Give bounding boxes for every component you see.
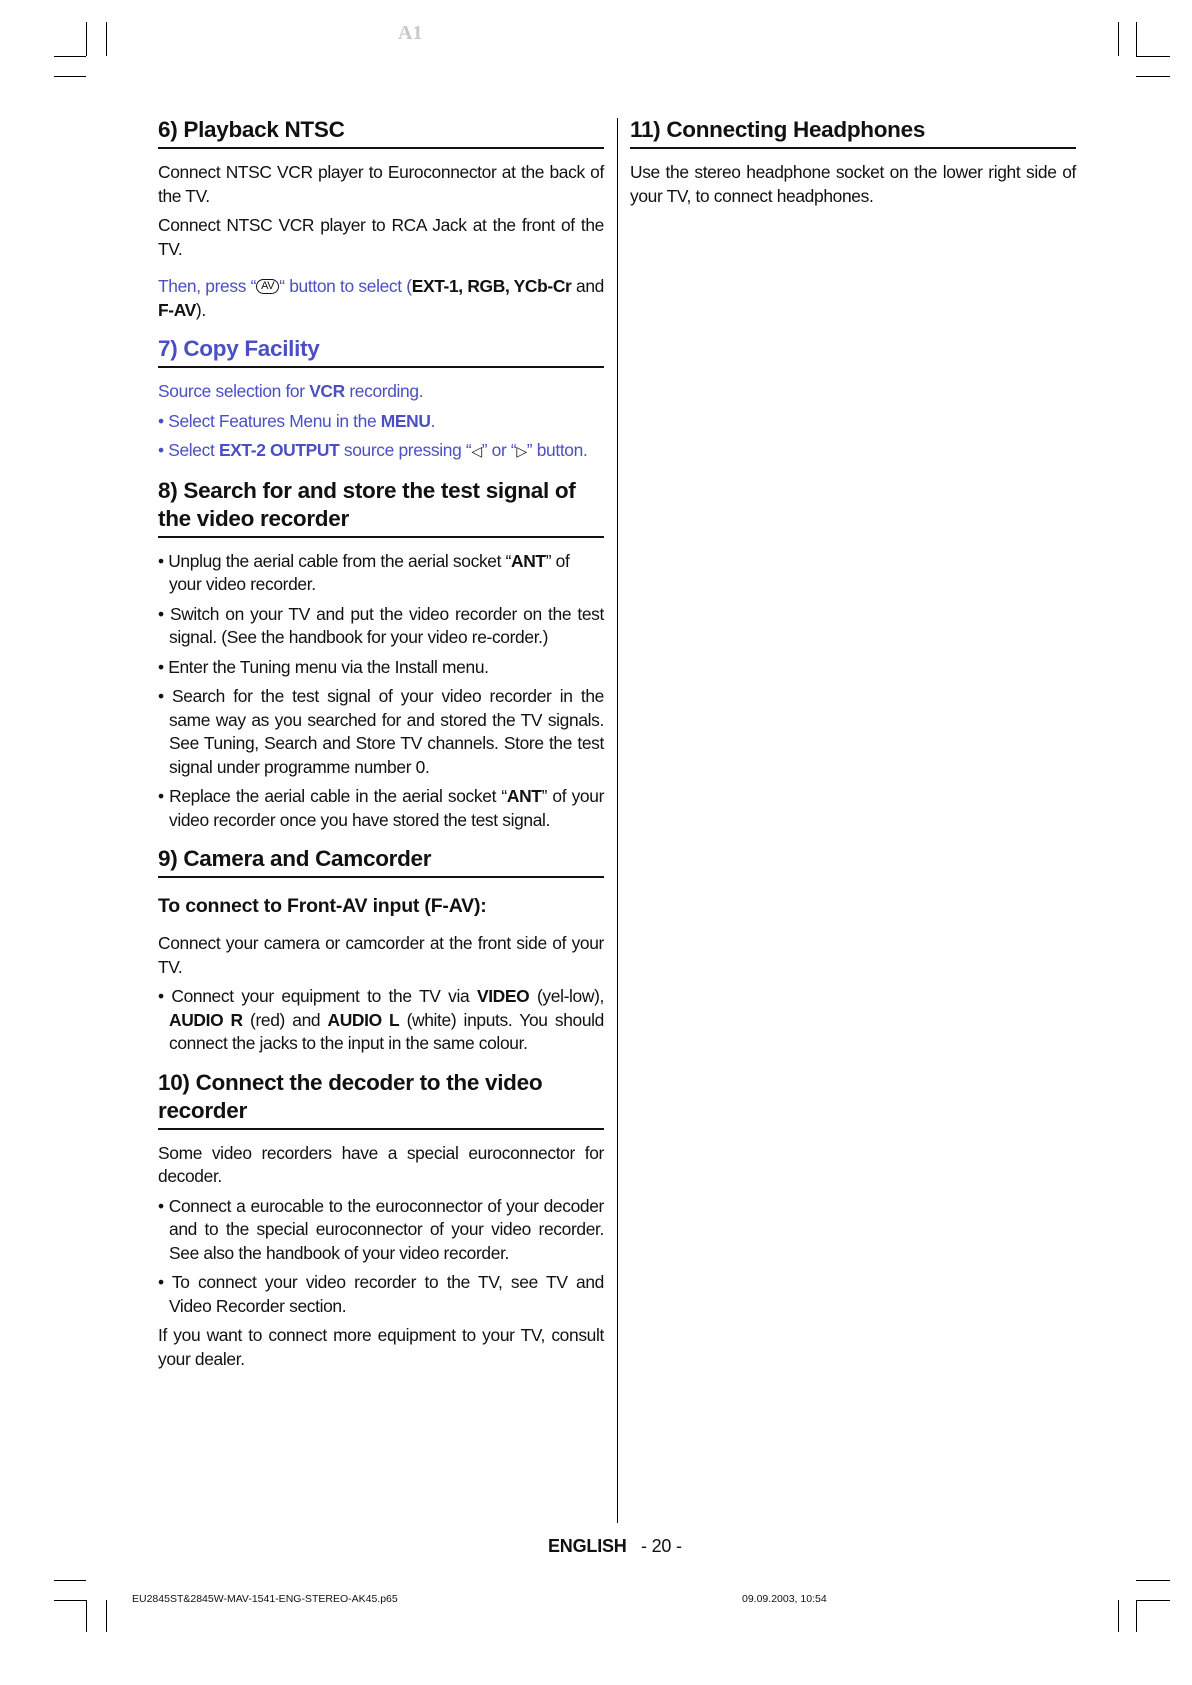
crop-mark: [1136, 1600, 1137, 1632]
list-item: • Switch on your TV and put the video recorder on the test signal. (See the handbook for your video re-corder.): [158, 603, 604, 647]
list-item: • Enter the Tuning menu via the Install menu.: [158, 656, 489, 677]
section-title: 6) Playback NTSC: [158, 116, 604, 149]
print-date: 09.09.2003, 10:54: [742, 1593, 827, 1605]
paragraph: If you want to connect more equipment to your TV, consult your dealer.: [158, 1325, 604, 1369]
crop-mark: [106, 1600, 107, 1632]
crop-mark: [1118, 22, 1119, 56]
column-divider: [617, 118, 618, 1523]
list-item: • Replace the aerial cable in the aerial socket “ANT” of your video recorder once you have stored the test signal.: [158, 786, 605, 830]
paragraph: Then, press “ AV “ button to select (EXT-1, RGB, YCb-Cr and F-AV).: [158, 276, 604, 320]
crop-mark: [1136, 56, 1170, 57]
list-item: • Search for the test signal of your video recorder in the same way as you searched for and stored the TV signals. See Tuning, Search and Store TV channels. Store the test signal under programme number 0.: [158, 686, 604, 777]
crop-mark: [1118, 1600, 1119, 1632]
list-item: • Unplug the aerial cable from the aerial socket “ANT” of your video recorder.: [158, 550, 570, 594]
paragraph: Some video recorders have a special euroconnector for decoder.: [158, 1142, 604, 1186]
paragraph: Connect your camera or camcorder at the front side of your TV.: [158, 933, 604, 977]
crop-mark: [1136, 1580, 1170, 1581]
list-item: • Select EXT-2 OUTPUT source pressing “◁” or “▷” button.: [158, 440, 588, 460]
section-subtitle: To connect to Front-AV input (F-AV):: [158, 895, 487, 917]
header-mark: A1: [398, 22, 423, 44]
left-column: [158, 116, 604, 1384]
section-connecting-headphones: [630, 116, 1076, 208]
section-connect-decoder: [158, 1069, 604, 1372]
crop-mark: [86, 22, 87, 56]
paragraph: Use the stereo headphone socket on the lower right side of your TV, to connect headphones.: [630, 162, 1076, 206]
list-item: • Connect a eurocable to the euroconnector of your decoder and to the special euroconnector of your video recorder. See also the handbook of your video recorder.: [158, 1195, 604, 1263]
crop-mark: [54, 56, 86, 57]
section-title: 9) Camera and Camcorder: [158, 845, 604, 878]
crop-mark: [54, 1600, 86, 1601]
crop-mark: [54, 76, 86, 77]
left-arrow-icon: ◁: [471, 443, 482, 459]
crop-mark: [1136, 1600, 1170, 1601]
section-playback-ntsc: [158, 116, 604, 322]
section-title: 10) Connect the decoder to the video recorder: [158, 1069, 604, 1130]
section-title: 11) Connecting Headphones: [630, 116, 1076, 149]
paragraph: Connect NTSC VCR player to Euroconnector at the back of the TV.: [158, 162, 604, 206]
list-item: • Select Features Menu in the MENU.: [158, 410, 436, 431]
section-camera-camcorder: [158, 845, 604, 1056]
paragraph: Connect NTSC VCR player to RCA Jack at the front of the TV.: [158, 215, 604, 259]
section-copy-facility: [158, 335, 604, 464]
section-title: 8) Search for and store the test signal of the video recorder: [158, 477, 604, 538]
crop-mark: [1136, 22, 1137, 56]
crop-mark: [54, 1580, 86, 1581]
section-title: 7) Copy Facility: [158, 335, 604, 368]
list-item: • Connect your equipment to the TV via VIDEO (yel-low), AUDIO R (red) and AUDIO L (white) inputs. You should connect the jacks to the input in the same colour.: [158, 986, 604, 1053]
right-arrow-icon: ▷: [516, 443, 527, 459]
section-search-test-signal: [158, 477, 604, 833]
footer-language: ENGLISH: [548, 1536, 627, 1556]
list-item: • To connect your video recorder to the TV, see TV and Video Recorder section.: [158, 1272, 604, 1316]
crop-mark: [1136, 76, 1170, 77]
right-column: [630, 116, 1076, 221]
file-info: EU2845ST&2845W-MAV-1541-ENG-STEREO-AK45.p65: [132, 1593, 398, 1605]
page-number: - 20 -: [641, 1536, 682, 1556]
paragraph: Source selection for VCR recording.: [158, 381, 424, 401]
crop-mark: [86, 1600, 87, 1632]
av-button-icon: AV: [256, 279, 279, 294]
page-footer: [548, 1536, 682, 1557]
crop-mark: [106, 22, 107, 56]
